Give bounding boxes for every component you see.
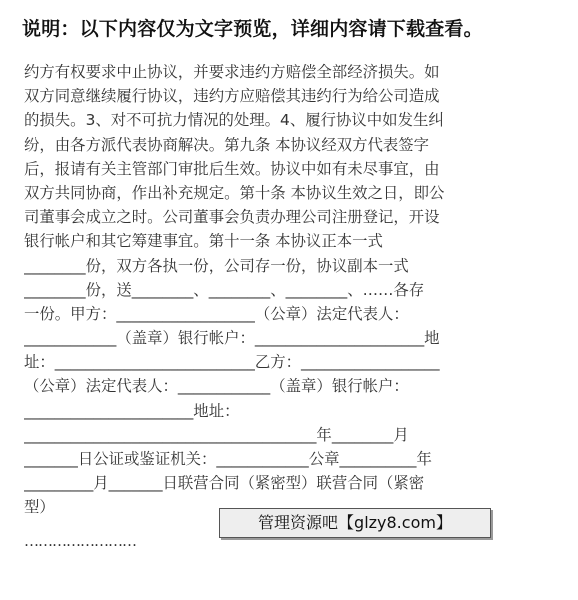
- document-body: [24, 60, 554, 520]
- body-line: ______________________________________年________月: [24, 425, 409, 444]
- body-line: _________月_______日联营合同（紧密型）联营合同（紧密: [24, 474, 425, 493]
- body-line: 银行帐户和其它筹建事宜。第十一条 本协议正本一式: [24, 232, 383, 251]
- body-line: 后，报请有关主管部门审批后生效。协议中如有未尽事宜，由: [24, 159, 440, 178]
- body-line: 约方有权要求中止协议，并要求违约方赔偿全部经济损失。如: [24, 63, 440, 81]
- body-line: ______________________地址：: [24, 401, 240, 420]
- body-line: 型）: [24, 498, 55, 517]
- body-line: 司董事会成立之时。公司董事会负责办理公司注册登记，开设: [24, 208, 440, 227]
- body-line: 双方共同协商，作出补充规定。第十条 本协议生效之日，即公: [24, 183, 445, 202]
- preview-notice: 说明：以下内容仅为文字预览，详细内容请下载查看。: [22, 18, 483, 40]
- body-line: 纷，由各方派代表协商解决。第九条 本协议经双方代表签字: [24, 135, 430, 154]
- continuation-dots: ……………………: [24, 532, 136, 550]
- site-watermark: 管理资源吧【glzy8.com】: [219, 508, 491, 538]
- body-line: ________份，送________、________、________、……各存: [24, 280, 425, 299]
- body-line: 址：__________________________乙方：__________________: [24, 353, 440, 372]
- body-line: （公章）法定代表人：____________（盖章）银行帐户：: [24, 377, 409, 396]
- body-line: 的损失。3、对不可抗力情况的处理。4、履行协议中如发生纠: [24, 111, 444, 130]
- body-line: 一份。甲方：__________________（公章）法定代表人：: [24, 304, 409, 323]
- body-line: ____________（盖章）银行帐户：______________________地: [24, 329, 440, 348]
- body-line: 双方同意继续履行协议，违约方应赔偿其违约行为给公司造成: [24, 87, 440, 106]
- body-line: _______日公证或鉴证机关：____________公章__________年: [24, 450, 432, 468]
- body-line: ________份，双方各执一份，公司存一份，协议副本一式: [24, 256, 409, 275]
